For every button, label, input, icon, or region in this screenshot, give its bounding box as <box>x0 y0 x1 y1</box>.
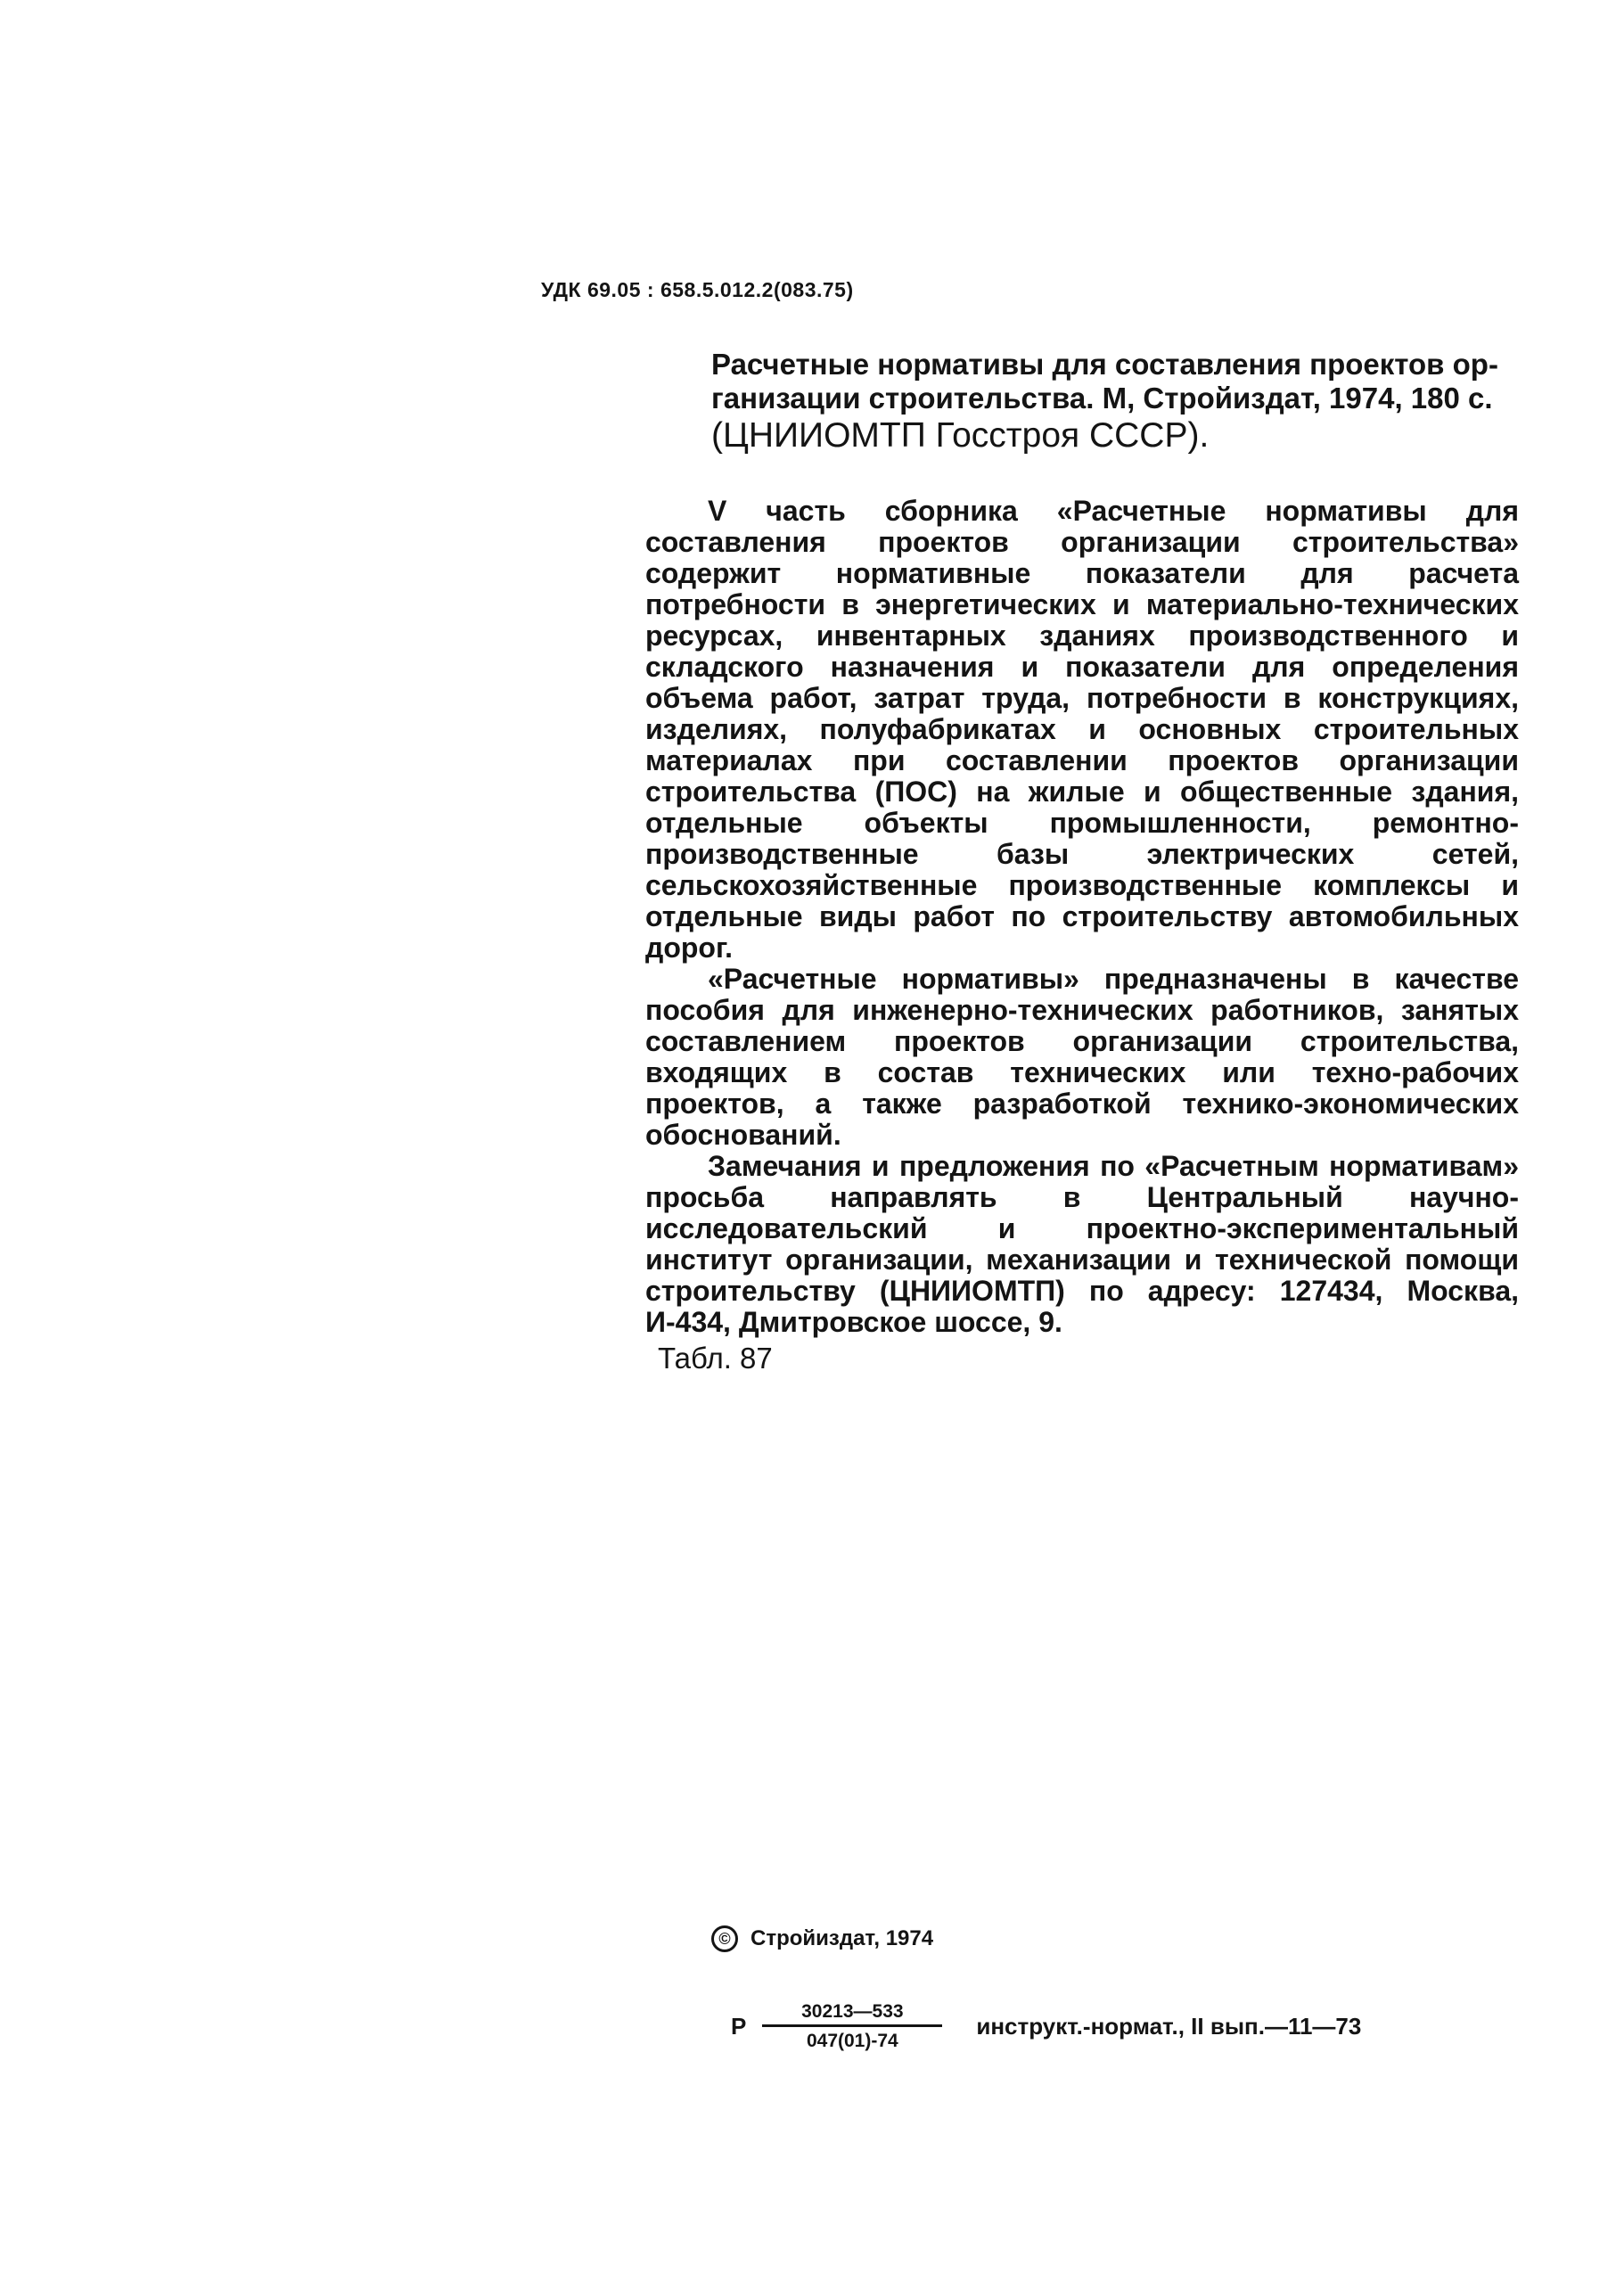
copyright-icon: © <box>711 1925 738 1952</box>
abstract <box>645 496 1519 1338</box>
index-fraction <box>762 2001 942 2052</box>
index-series: инструкт.-нормат., II вып.—11—73 <box>976 2013 1362 2040</box>
index-denominator: 047(01)-74 <box>806 2031 898 2051</box>
abstract-paragraph-1: V часть сборника «Расчетные нормативы для составления проектов организации строительства» содержит нормативные показатели для расчета потребности в энергетических и материально-технических ресурсах, инвентарных зданиях производственного и складского назначения и показатели для определения объема работ, затрат труда, потребности в конструкциях, изделиях, полуфабрикатах и основных строительных материалах при составлении проектов организации строительства (ПОС) на жилые и общественные здания, отдельные объекты промышленности, ремонтно-производственные базы электрических сетей, сельскохозяйственные производственные комплексы и отдельные виды работ по строительству автомобильных дорог. <box>645 495 1519 964</box>
abstract-paragraph-2: «Расчетные нормативы» предназначены в качестве пособия для инженерно-технических работников, занятых составлением проектов организации строительства, входящих в состав технических или техно-рабочих проектов, а также разработкой технико-экономических обоснований. <box>645 963 1519 1151</box>
tables-count: Табл. 87 <box>658 1342 773 1375</box>
citation-line-3: (ЦНИИОМТП Госстроя СССР). <box>711 416 1210 455</box>
copyright-notice <box>711 1925 933 1952</box>
index-letter: Р <box>731 2013 747 2040</box>
publication-index <box>731 2001 1361 2052</box>
citation-line-2: ганизации строительства. М, Стройиздат, 1974, 180 с. <box>711 382 1493 415</box>
copyright-text: Стройиздат, 1974 <box>750 1926 934 1950</box>
index-numerator: 30213—533 <box>762 2001 942 2027</box>
abstract-paragraph-3: Замечания и предложения по «Расчетным нормативам» просьба направлять в Центральный научно-исследовательский и проектно-экспериментальный институт организации, механизации и технической помощи строительству (ЦНИИОМТП) по адресу: 127434, Москва, И-434, Дмитровское шоссе, 9. <box>645 1150 1519 1338</box>
udk-code: УДК 69.05 : 658.5.012.2(083.75) <box>541 278 854 301</box>
bibliographic-citation <box>711 348 1517 456</box>
citation-line-1: Расчетные нормативы для составления проектов ор- <box>711 348 1498 381</box>
